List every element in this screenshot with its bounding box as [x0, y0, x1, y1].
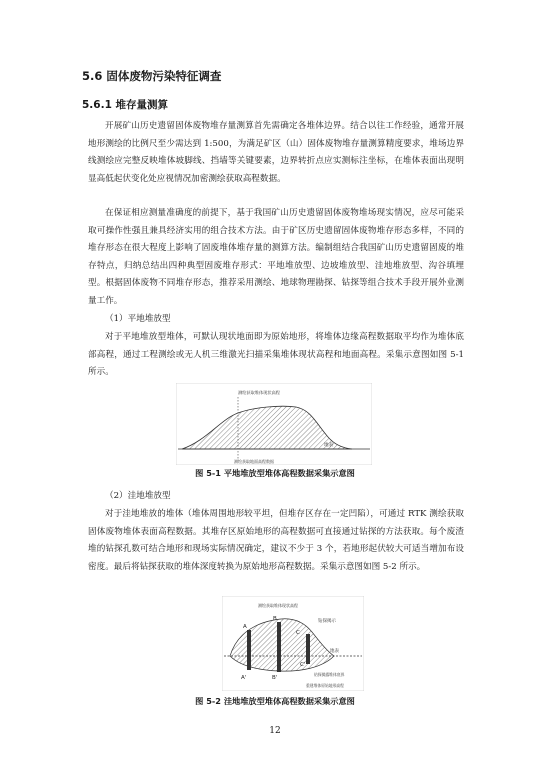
- paragraph-1: 开展矿山历史遗留固体废物堆存量测算首先需确定各堆体边界。结合以往工作经验，通常开展地形测绘的比例尺至少需达到 1:500，为满足矿区（山）固体废物堆存量测算精度要求，堆场边界线测绘应完整反映堆体坡脚线、挡墙等关键要素，边界转折点应实测标注坐标，在堆体表面出现明显高低起伏变化处应视情况加密测绘获取高程数据。: [88, 121, 464, 184]
- label-B-prime: B': [272, 675, 278, 681]
- borehole-A: [247, 630, 251, 670]
- borehole-B: [277, 622, 281, 672]
- figure-5-1-caption: 图 5-1 平地堆放型堆体高程数据采集示意图: [195, 468, 355, 478]
- subsection-heading: 5.6.1 堆存量测算: [82, 99, 169, 111]
- label-ground: 地表: [330, 649, 339, 654]
- label-A: A: [243, 624, 247, 630]
- section-heading: 5.6 固体废物污染特征调查: [82, 69, 222, 83]
- figure-5-2-diagram: [222, 596, 364, 691]
- label-C: C: [296, 630, 300, 636]
- paragraph-4: 对于洼地堆放的堆体（堆体周围地形较平坦，但堆存区存在一定凹陷），可通过 RTK 测绘获取固体废物堆体表面高程数据。其堆存区原始地形的高程数据可直接通过钻探的方法获取。每个废渣堆的钻探孔数可结合地形和现场实际情况确定，建议不少于 3 个，若地形起伏较大可适当增加布设密度。最后将钻探获取的堆体深度转换为原始地形高程数据。采集示意图如图 5-2 所示。: [88, 509, 464, 572]
- list-item-flat-pile: （1）平地堆放型: [105, 314, 171, 324]
- label-top-elevation: 测绘获取堆体现状高程: [258, 603, 298, 608]
- paragraph-3: 对于平地堆放型堆体，可默认现状地面即为原始地形，将堆体边缘高程数据取平均作为堆体底部高程，通过工程测绘或无人机三维激光扫描采集堆体现状高程和地面高程。采集示意图如图 5-1 所示。: [88, 332, 464, 377]
- label-top-elevation: 测绘获取堆体现状高程: [238, 390, 280, 395]
- figure-5-2-caption: 图 5-2 洼地堆放型堆体高程数据采集示意图: [195, 696, 355, 706]
- label-bottom-2: 重建堆体原始地形高程: [306, 683, 344, 688]
- list-item-depression-pile: （2）洼地堆放型: [105, 491, 171, 501]
- figure-5-1-diagram: [176, 383, 372, 465]
- page-number: 12: [269, 726, 281, 736]
- label-ground: 地表: [324, 443, 334, 448]
- paragraph-2: 在保证相应测量准确度的前提下，基于我国矿山历史遗留固体废物堆场现实情况，应尽可能采取可操作性强且兼具经济实用的组合技术方法。由于矿区历史遗留固体废物堆存形态多样，不同的堆存形态在很大程度上影响了固废堆体堆存量的测算方法。编制组结合我国矿山历史遗留固废的堆存特点，归纳总结出四种典型固废堆存形式：平地堆放型、边坡堆放型、洼地堆放型、沟谷填埋型。根据固体废物不同堆存形态，推荐采用测绘、地球物理勘探、钻探等组合技术手段开展外业测量工作。: [88, 208, 464, 306]
- label-B: B: [273, 616, 277, 622]
- label-bottom-elevation: 测绘获取地面高程数据: [234, 459, 274, 464]
- label-drill: 钻探揭示: [318, 619, 336, 624]
- label-bottom-1: 钻探揭露堆体底界: [314, 672, 345, 677]
- label-A-prime: A': [241, 675, 247, 681]
- borehole-C: [306, 634, 310, 664]
- label-C-prime: C': [300, 662, 306, 668]
